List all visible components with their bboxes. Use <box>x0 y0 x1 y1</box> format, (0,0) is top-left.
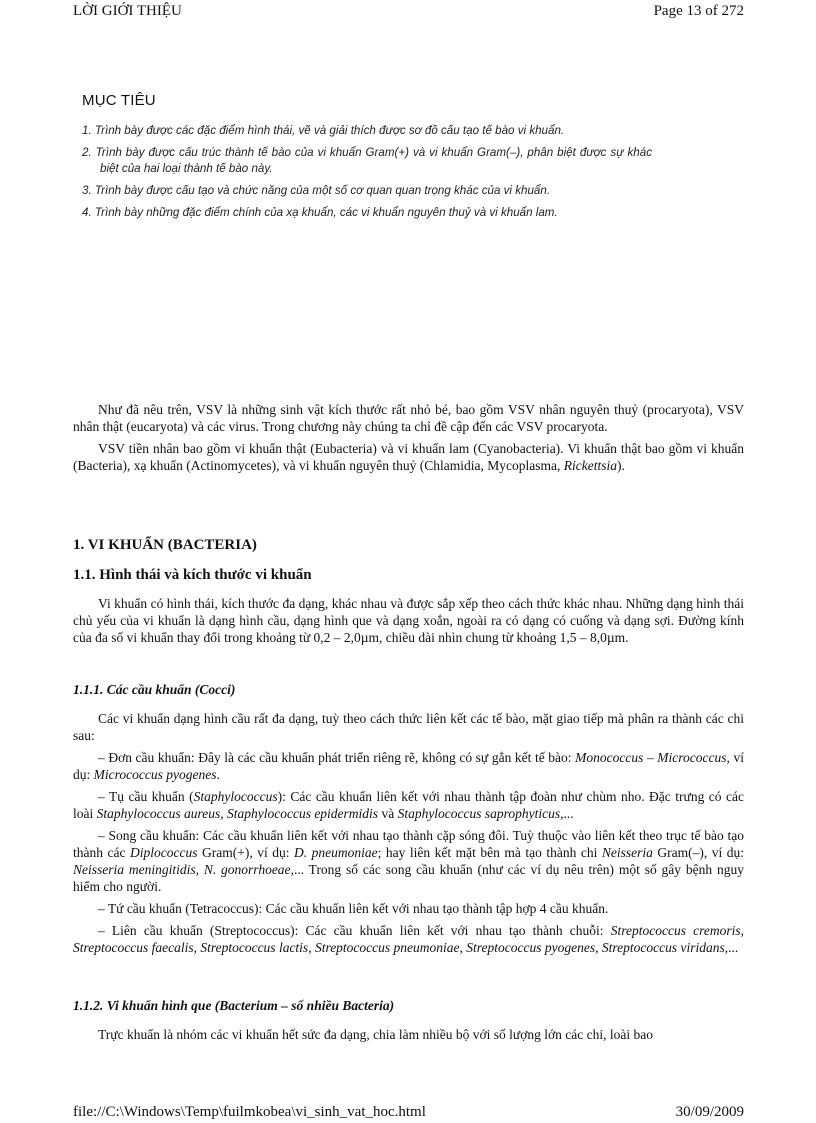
objective-item: 4. Trình bày những đặc điểm chính của xạ khuẩn, các vi khuẩn nguyên thuỷ và vi khuẩn lam. <box>82 206 558 219</box>
objectives-list <box>82 123 652 221</box>
paragraph: Các vi khuẩn dạng hình cầu rất đa dạng, tuỳ theo cách thức liên kết các tế bào, mặt giao tiếp mà phân ra thành các chi sau: <box>73 711 744 743</box>
section-heading: 1. VI KHUẨN (BACTERIA) <box>73 537 257 553</box>
section-11-body <box>73 595 744 651</box>
paragraph: VSV tiền nhân bao gồm vi khuẩn thật (Eubacteria) và vi khuẩn lam (Cyanobacteria). Vi khuẩn thật bao gồm vi khuẩn (Bacteria), xạ khuẩn (Actinomycetes), và vi khuẩn nguyên thuỷ (Chlamidia, Mycoplasma, Rickettsia). <box>73 441 744 473</box>
paragraph: Như đã nêu trên, VSV là những sinh vật kích thước rất nhỏ bé, bao gồm VSV nhân nguyên thuỷ (procaryota), VSV nhân thật (eucaryota) và các virus. Trong chương này chúng ta chỉ đề cập đến các VSV procaryota. <box>73 402 744 434</box>
paragraph: – Tứ cầu khuẩn (Tetracoccus): Các cầu khuẩn liên kết với nhau tạo thành tập hợp 4 cầu khuẩn. <box>98 901 609 916</box>
objective-item: 2. Trình bày được cấu trúc thành tế bào của vi khuẩn Gram(+) và vi khuẩn Gram(–), phân biệt được sự khác biệt của hai loại thành tế bào này. <box>82 146 652 175</box>
intro-section <box>73 401 744 479</box>
paragraph: – Đơn cầu khuẩn: Đây là các cầu khuẩn phát triển riêng rẽ, không có sự gắn kết tế bào: Monococcus – Micrococcus, ví dụ: Micrococcus pyogenes. <box>73 750 744 782</box>
paragraph: – Tụ cầu khuẩn (Staphylococcus): Các cầu khuẩn liên kết với nhau thành tập đoàn như chùm nho. Đặc trưng có các loài Staphylococcus aureus, Staphylococcus epidermidis và Staphylococcus saprophyticus,... <box>73 789 744 821</box>
paragraph: Trực khuẩn là nhóm các vi khuẩn hết sức đa dạng, chia làm nhiều bộ với số lượng lớn các chi, loài bao <box>98 1027 653 1042</box>
footer-date: 30/09/2009 <box>675 1104 744 1120</box>
objective-item: 3. Trình bày được cấu tạo và chức năng của một số cơ quan quan trọng khác của vi khuẩn. <box>82 184 551 197</box>
page-number: Page 13 of 272 <box>653 3 744 19</box>
section-112-body <box>73 1026 744 1048</box>
section-111-body <box>73 710 744 961</box>
objectives-title: MỤC TIÊU <box>82 92 156 109</box>
subsection-heading: 1.1. Hình thái và kích thước vi khuẩn <box>73 567 312 583</box>
subsubsection-heading: 1.1.2. Vi khuẩn hình que (Bacterium – số nhiều Bacteria) <box>73 998 395 1013</box>
paragraph: Vi khuẩn có hình thái, kích thước đa dạng, khác nhau và được sắp xếp theo cách thức khác nhau. Những dạng hình thái chủ yếu của vi khuẩn là dạng hình cầu, dạng hình que và dạng xoắn, ngoài ra có dạng có cuống và dạng sợi. Đường kính của đa số vi khuẩn thay đổi trong khoảng từ 0,2 – 2,0µm, chiều dài nhìn chung từ khoảng 1,5 – 8,0µm. <box>73 596 744 645</box>
footer-file-path: file://C:\Windows\Temp\fuilmkobea\vi_sinh_vat_hoc.html <box>73 1104 426 1120</box>
header-title: LỜI GIỚI THIỆU <box>73 3 182 19</box>
objective-item: 1. Trình bày được các đặc điểm hình thái, vẽ và giải thích được sơ đồ cấu tạo tế bào vi khuẩn. <box>82 124 565 137</box>
paragraph: – Liên cầu khuẩn (Streptococcus): Các cầu khuẩn liên kết với nhau tạo thành chuỗi: Streptococcus cremoris, Streptococcus faecalis, Streptococcus lactis, Streptococcus pneumoniae, Streptococcus pyogenes, Streptococcus viridans,... <box>73 923 744 955</box>
paragraph: – Song cầu khuẩn: Các cầu khuẩn liên kết với nhau tạo thành cặp sóng đôi. Tuỳ thuộc vào liên kết theo trục tế bào tạo thành các Diplococcus Gram(+), ví dụ: D. pneumoniae; hay liên kết mặt bên mà tạo thành chi Neisseria Gram(–), ví dụ: Neisseria meningitidis, N. gonorrhoeae,... Trong số các song cầu khuẩn (như các ví dụ nêu trên) một số gây bệnh nguy hiểm cho người. <box>73 828 745 894</box>
subsubsection-heading: 1.1.1. Các cầu khuẩn (Cocci) <box>73 682 236 697</box>
objectives-box <box>82 92 652 227</box>
